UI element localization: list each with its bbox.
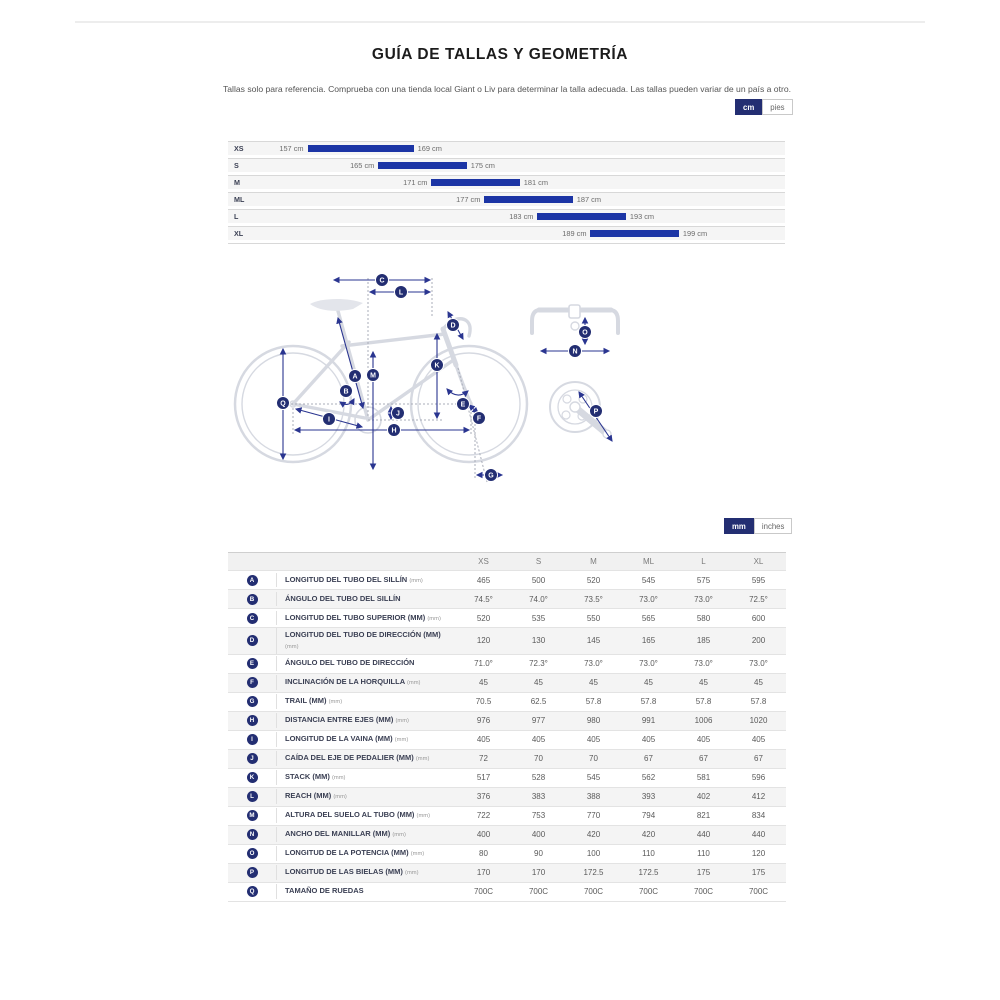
value-cell: 465 (476, 575, 491, 585)
height-range-bar (590, 230, 678, 237)
value-cell: 45 (589, 678, 598, 688)
svg-text:C: C (379, 277, 385, 285)
min-height-label: 177 cm (456, 195, 481, 204)
value-cell: 562 (641, 773, 656, 783)
unit-suffix: (mm) (405, 870, 419, 877)
value-cell: 1020 (749, 716, 768, 726)
unit-suffix: (mm) (333, 794, 347, 801)
geo-unit-toggle (724, 518, 792, 534)
unit-inches-button[interactable]: inches (754, 518, 793, 534)
height-range-bar (378, 162, 466, 169)
value-cell: 400 (531, 830, 546, 840)
row-badge-cell (228, 677, 276, 688)
svg-text:B: B (343, 388, 349, 396)
value-cell: 770 (586, 811, 601, 821)
letter-badge: D (247, 635, 258, 646)
geometry-row-i (228, 731, 786, 750)
size-chart (228, 141, 785, 244)
value-cell: 73.0° (694, 594, 713, 604)
svg-text:N: N (572, 348, 578, 356)
diagram-badge-c (376, 274, 389, 287)
diagram-badge-h (388, 424, 401, 437)
measurement-label: LONGITUD DE LA POTENCIA (MM) (285, 848, 409, 858)
value-cell: 420 (586, 830, 601, 840)
bike-outline (235, 299, 527, 462)
row-badge-cell (228, 848, 276, 859)
height-range-bar (431, 179, 519, 186)
size-row-label: M (234, 178, 240, 187)
value-cell: 120 (476, 636, 491, 646)
measurement-label: STACK (MM) (285, 772, 330, 782)
geometry-table (228, 552, 786, 902)
unit-suffix: (mm) (331, 775, 346, 782)
value-cell: 57.8 (585, 697, 602, 707)
value-cell: 405 (476, 735, 491, 745)
geometry-row-n (228, 826, 786, 845)
size-row (228, 226, 785, 240)
min-height-label: 183 cm (509, 212, 534, 221)
value-cell: 700C (583, 887, 604, 897)
unit-cm-button[interactable]: cm (735, 99, 762, 115)
value-cell: 700C (473, 887, 494, 897)
letter-badge: J (247, 753, 258, 764)
value-cell: 45 (644, 678, 653, 688)
geometry-row-e (228, 655, 786, 674)
geometry-row-q (228, 883, 786, 902)
value-cell: 517 (476, 773, 491, 783)
size-row (228, 192, 785, 206)
value-cell: 200 (751, 636, 766, 646)
geometry-row-c (228, 609, 786, 628)
size-row (228, 141, 785, 155)
letter-badge: M (247, 810, 258, 821)
value-cell: 72.5° (749, 594, 768, 604)
value-cell: 834 (751, 811, 766, 821)
header-label-spacer (276, 560, 456, 564)
diagram-badge-g (485, 469, 498, 482)
unit-suffix: (mm) (410, 851, 425, 858)
row-badge-cell (228, 791, 276, 802)
value-cell: 412 (751, 792, 766, 802)
value-cell: 595 (751, 575, 766, 585)
value-cell: 74.5° (474, 594, 493, 604)
measurement-label: LONGITUD DEL TUBO SUPERIOR (MM) (285, 612, 426, 622)
row-badge-cell (228, 829, 276, 840)
geometry-row-o (228, 845, 786, 864)
size-row-label: L (234, 212, 239, 221)
diagram-badge-j (392, 407, 405, 420)
unit-suffix: (mm) (395, 718, 409, 725)
unit-pies-button[interactable]: pies (762, 99, 792, 115)
letter-badge: N (247, 829, 258, 840)
value-cell: 170 (531, 868, 546, 878)
row-badge-cell (228, 753, 276, 764)
value-cell: 440 (751, 830, 766, 840)
value-cell: 393 (641, 792, 656, 802)
letter-badge: L (247, 791, 258, 802)
value-cell: 581 (696, 773, 711, 783)
unit-mm-button[interactable]: mm (724, 518, 754, 534)
size-row (228, 209, 785, 223)
value-cell: 57.8 (750, 697, 767, 707)
value-cell: 420 (641, 830, 656, 840)
max-height-label: 199 cm (682, 229, 708, 238)
measurement-label: CAÍDA DEL EJE DE PEDALIER (MM) (285, 753, 414, 763)
svg-text:M: M (370, 372, 376, 380)
value-cell: 100 (586, 849, 601, 859)
max-height-label: 175 cm (470, 161, 495, 170)
value-cell: 73.0° (584, 659, 603, 669)
value-cell: 520 (586, 575, 601, 585)
row-label-cell (276, 611, 456, 626)
value-cell: 753 (531, 811, 546, 821)
letter-badge: I (247, 734, 258, 745)
column-header-xl: XL (753, 557, 764, 566)
letter-badge: K (247, 772, 258, 783)
value-cell: 405 (751, 735, 766, 745)
height-range-bar (308, 145, 414, 152)
row-label-cell (276, 865, 456, 880)
svg-text:O: O (582, 329, 588, 337)
page-title: GUÍA DE TALLAS Y GEOMETRÍA (371, 46, 629, 63)
value-cell: 172.5 (583, 868, 604, 878)
value-cell: 73.0° (694, 659, 713, 669)
geometry-row-l (228, 788, 786, 807)
size-row-label: S (234, 161, 239, 170)
value-cell: 120 (751, 849, 766, 859)
measurement-label: LONGITUD DE LAS BIELAS (MM) (285, 867, 403, 877)
value-cell: 700C (528, 887, 549, 897)
row-badge-cell (228, 810, 276, 821)
svg-text:J: J (396, 410, 400, 418)
max-height-label: 187 cm (576, 195, 602, 204)
value-cell: 73.0° (749, 659, 768, 669)
unit-suffix: (mm) (406, 680, 421, 687)
value-cell: 73.5° (584, 594, 603, 604)
max-height-label: 193 cm (629, 212, 655, 221)
diagram-badge-k (431, 359, 444, 372)
geometry-row-a (228, 571, 786, 590)
diagram-badge-p (590, 405, 603, 418)
value-cell: 80 (479, 849, 488, 859)
value-cell: 57.8 (640, 697, 657, 707)
svg-text:K: K (434, 362, 440, 370)
size-row (228, 175, 785, 189)
value-cell: 73.0° (639, 659, 658, 669)
max-height-label: 181 cm (523, 178, 548, 187)
unit-suffix: (mm) (328, 699, 343, 706)
value-cell: 977 (531, 716, 546, 726)
value-cell: 440 (696, 830, 711, 840)
value-cell: 45 (699, 678, 708, 688)
value-cell: 45 (534, 678, 543, 688)
row-badge-cell (228, 613, 276, 624)
diagram-badge-q (277, 397, 290, 410)
value-cell: 165 (641, 636, 656, 646)
value-cell: 402 (696, 792, 711, 802)
value-cell: 110 (642, 849, 655, 859)
top-divider (75, 21, 925, 23)
diagram-badge-l (395, 286, 408, 299)
row-badge-cell (228, 886, 276, 897)
value-cell: 67 (644, 754, 653, 764)
measurement-label: ALTURA DEL SUELO AL TUBO (MM) (285, 810, 415, 820)
geometry-row-g (228, 693, 786, 712)
height-range-bar (484, 196, 572, 203)
svg-text:L: L (398, 289, 404, 297)
value-cell: 71.0° (474, 659, 493, 669)
value-cell: 400 (476, 830, 491, 840)
value-cell: 175 (696, 868, 711, 878)
svg-text:Q: Q (280, 400, 286, 408)
size-chart-bottom-border (228, 243, 785, 244)
letter-badge: A (247, 575, 258, 586)
row-label-cell (276, 713, 456, 728)
diagram-badge-n (569, 345, 582, 358)
max-height-label: 169 cm (417, 144, 442, 153)
row-badge-cell (228, 696, 276, 707)
diagram-badge-e (457, 398, 470, 411)
value-cell: 90 (534, 849, 543, 859)
value-cell: 170 (476, 868, 491, 878)
measurement-label: TAMAÑO DE RUEDAS (285, 886, 364, 896)
geometry-row-k (228, 769, 786, 788)
row-label-cell (276, 884, 456, 899)
value-cell: 130 (531, 636, 546, 646)
value-cell: 821 (696, 811, 711, 821)
column-header-xs: XS (478, 557, 489, 566)
value-cell: 175 (751, 868, 766, 878)
svg-text:P: P (593, 408, 599, 416)
measurement-label: LONGITUD DEL TUBO DE DIRECCIÓN (MM) (285, 630, 441, 639)
value-cell: 520 (476, 613, 491, 623)
unit-suffix: (mm) (392, 832, 406, 839)
value-cell: 500 (531, 575, 546, 585)
diagram-badge-f (473, 412, 486, 425)
page-subtitle: Tallas solo para referencia. Comprueba con una tienda local Giant o Liv para determinar la talla adecuada. Las tallas pueden variar de un país a otro. (222, 84, 791, 94)
column-header-s: S (535, 557, 542, 566)
value-cell: 565 (641, 613, 656, 623)
size-row-label: XS (234, 144, 244, 153)
measurement-label: INCLINACIÓN DE LA HORQUILLA (285, 677, 405, 687)
measurement-label: TRAIL (MM) (285, 696, 327, 706)
value-cell: 57.8 (695, 697, 712, 707)
svg-text:G: G (488, 472, 494, 480)
geometry-row-b (228, 590, 786, 609)
value-cell: 185 (696, 636, 711, 646)
value-cell: 62.5 (530, 697, 547, 707)
measurement-label: ÁNGULO DEL TUBO DEL SILLÍN (285, 593, 401, 603)
value-cell: 600 (751, 613, 766, 623)
row-label-cell (276, 751, 456, 766)
value-cell: 383 (531, 792, 546, 802)
value-cell: 376 (476, 792, 491, 802)
value-cell: 45 (754, 678, 763, 688)
value-cell: 388 (586, 792, 601, 802)
diagram-badge-o (579, 326, 592, 339)
measurement-label: DISTANCIA ENTRE EJES (MM) (285, 715, 394, 725)
value-cell: 70.5 (475, 697, 492, 707)
value-cell: 405 (696, 735, 711, 745)
value-cell: 110 (697, 849, 710, 859)
value-cell: 794 (641, 811, 656, 821)
letter-badge: E (247, 658, 258, 669)
value-cell: 72.3° (529, 659, 548, 669)
svg-text:I: I (328, 416, 330, 424)
row-badge-cell (228, 575, 276, 586)
value-cell: 70 (589, 754, 598, 764)
bike-geometry-diagram (225, 258, 795, 508)
size-row-label: XL (234, 229, 244, 238)
row-label-cell (276, 827, 456, 842)
measurement-label: ANCHO DEL MANILLAR (MM) (285, 829, 391, 839)
value-cell: 700C (748, 887, 769, 897)
measurement-label: LONGITUD DEL TUBO DEL SILLÍN (285, 574, 408, 584)
diagram-badge-a (349, 370, 362, 383)
row-label-cell (276, 770, 456, 785)
value-cell: 74.0° (529, 594, 548, 604)
unit-suffix: (mm) (415, 756, 430, 763)
row-badge-cell (228, 772, 276, 783)
value-cell: 722 (476, 811, 491, 821)
letter-badge: H (247, 715, 258, 726)
svg-text:A: A (352, 373, 358, 381)
handlebar-front-view (532, 305, 618, 333)
geometry-row-m (228, 807, 786, 826)
letter-badge: C (247, 613, 258, 624)
value-cell: 72 (479, 754, 488, 764)
letter-badge: B (247, 594, 258, 605)
min-height-label: 157 cm (279, 144, 304, 153)
value-cell: 45 (479, 678, 488, 688)
letter-badge: O (247, 848, 258, 859)
column-header-ml: ML (642, 557, 655, 566)
unit-suffix: (mm) (416, 813, 431, 820)
geometry-row-f (228, 674, 786, 693)
value-cell: 67 (754, 754, 763, 764)
value-cell: 700C (638, 887, 659, 897)
unit-suffix: (mm) (409, 577, 423, 584)
geometry-row-h (228, 712, 786, 731)
row-label-cell (276, 628, 456, 654)
geometry-row-j (228, 750, 786, 769)
row-badge-cell (228, 635, 276, 646)
diagram-badge-i (323, 413, 336, 426)
value-cell: 700C (693, 887, 714, 897)
row-badge-cell (228, 734, 276, 745)
value-cell: 67 (699, 754, 708, 764)
value-cell: 405 (641, 735, 656, 745)
diagram-badge-d (447, 319, 460, 332)
svg-text:H: H (391, 427, 397, 435)
value-cell: 145 (586, 636, 601, 646)
measurement-label: ÁNGULO DEL TUBO DE DIRECCIÓN (285, 658, 415, 668)
size-row (228, 158, 785, 172)
letter-badge: P (247, 867, 258, 878)
value-cell: 575 (696, 575, 711, 585)
min-height-label: 165 cm (350, 161, 375, 170)
geometry-table-header (228, 553, 786, 571)
height-range-bar (537, 213, 625, 220)
geometry-row-p (228, 864, 786, 883)
value-cell: 550 (586, 613, 601, 623)
row-badge-cell (228, 867, 276, 878)
unit-suffix: (mm) (285, 643, 299, 650)
measurement-label: LONGITUD DE LA VAINA (MM) (285, 734, 393, 744)
value-cell: 976 (476, 716, 491, 726)
value-cell: 991 (641, 716, 656, 726)
row-label-cell (276, 808, 456, 823)
size-row-label: ML (234, 195, 245, 204)
value-cell: 596 (751, 773, 766, 783)
row-label-cell (276, 573, 456, 588)
value-cell: 535 (531, 613, 546, 623)
row-label-cell (276, 789, 456, 804)
value-cell: 405 (531, 735, 546, 745)
svg-text:E: E (460, 401, 466, 409)
value-cell: 545 (586, 773, 601, 783)
row-label-cell (276, 656, 456, 671)
row-badge-cell (228, 715, 276, 726)
row-label-cell (276, 694, 456, 709)
diagram-badge-b (340, 385, 353, 398)
row-badge-cell (228, 658, 276, 669)
row-label-cell (276, 592, 456, 607)
size-unit-toggle (735, 99, 793, 115)
row-label-cell (276, 732, 456, 747)
column-header-m: M (590, 557, 597, 566)
value-cell: 980 (586, 716, 601, 726)
value-cell: 545 (641, 575, 656, 585)
value-cell: 580 (696, 613, 711, 623)
column-header-l: L (701, 557, 706, 566)
svg-text:D: D (450, 322, 456, 330)
min-height-label: 189 cm (562, 229, 587, 238)
measurement-label: REACH (MM) (285, 791, 332, 801)
row-badge-cell (228, 594, 276, 605)
letter-badge: F (247, 677, 258, 688)
value-cell: 73.0° (639, 594, 658, 604)
value-cell: 172.5 (638, 868, 659, 878)
unit-suffix: (mm) (394, 737, 409, 744)
min-height-label: 171 cm (403, 178, 428, 187)
row-label-cell (276, 675, 456, 690)
value-cell: 528 (531, 773, 546, 783)
value-cell: 1006 (694, 716, 713, 726)
row-label-cell (276, 846, 456, 861)
letter-badge: Q (247, 886, 258, 897)
letter-badge: G (247, 696, 258, 707)
unit-suffix: (mm) (427, 615, 441, 622)
geometry-row-d (228, 628, 786, 655)
svg-text:F: F (476, 415, 482, 423)
value-cell: 70 (534, 754, 543, 764)
diagram-badge-m (367, 369, 380, 382)
value-cell: 405 (586, 735, 601, 745)
